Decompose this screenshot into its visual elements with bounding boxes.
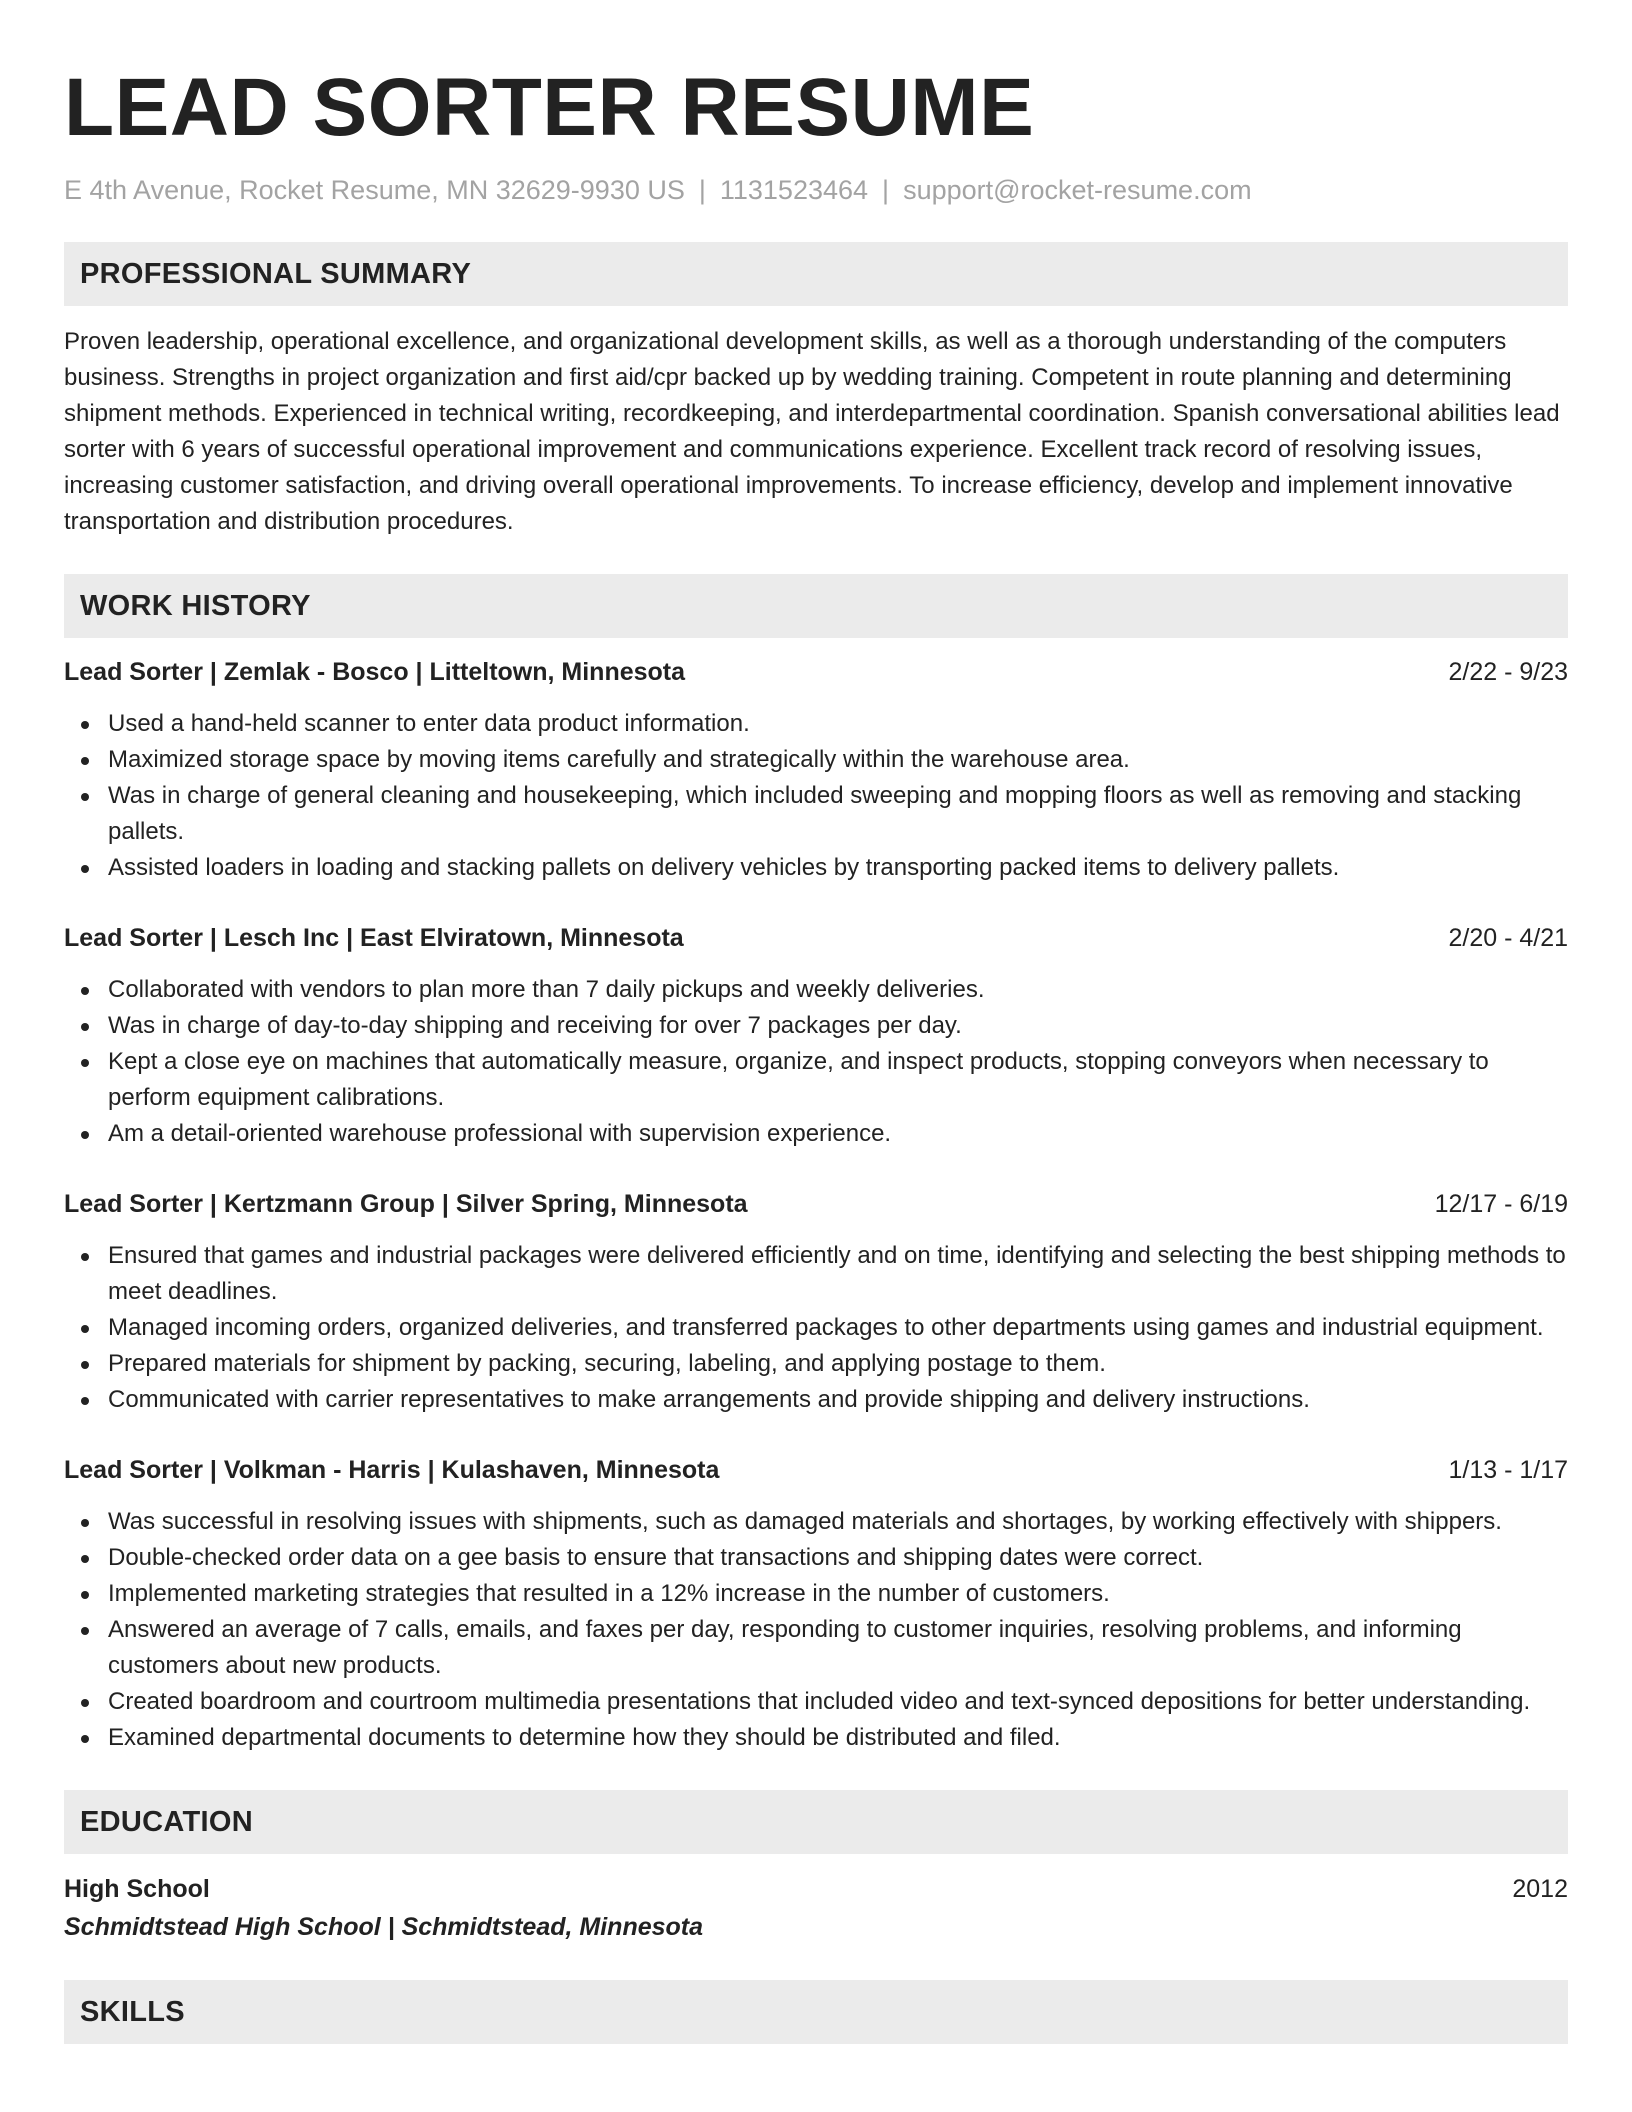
job-dates: 12/17 - 6/19 — [1434, 1190, 1568, 1218]
job-bullets — [64, 1504, 1568, 1756]
job-bullet: Ensured that games and industrial packages were delivered efficiently and on time, identifying and selecting the best shipping methods to meet deadlines. — [64, 1238, 1568, 1310]
education-heading: EDUCATION — [80, 1805, 253, 1838]
contact-separator: | — [698, 175, 706, 205]
job-header — [64, 920, 1568, 956]
job-bullet: Answered an average of 7 calls, emails, and faxes per day, responding to customer inquiries, resolving problems, and informing customers about new products. — [64, 1612, 1568, 1684]
job-bullet: Created boardroom and courtroom multimedia presentations that included video and text-synced depositions for better understanding. — [64, 1684, 1568, 1720]
work-heading: WORK HISTORY — [80, 589, 311, 622]
summary-section-header — [64, 242, 1568, 306]
job-entry — [64, 1452, 1568, 1756]
skills-heading: SKILLS — [80, 1995, 185, 2028]
job-header — [64, 654, 1568, 690]
education-header — [64, 1870, 1568, 1908]
job-bullet: Assisted loaders in loading and stacking pallets on delivery vehicles by transporting packed items to delivery pallets. — [64, 850, 1568, 886]
job-bullet: Was successful in resolving issues with shipments, such as damaged materials and shortages, by working effectively with shippers. — [64, 1504, 1568, 1540]
job-bullet: Communicated with carrier representatives to make arrangements and provide shipping and delivery instructions. — [64, 1382, 1568, 1418]
education-school: Schmidtstead High School | Schmidtstead, Minnesota — [64, 1913, 704, 1941]
skills-section-header — [64, 1980, 1568, 2044]
job-bullet: Prepared materials for shipment by packing, securing, labeling, and applying postage to them. — [64, 1346, 1568, 1382]
education-section-header — [64, 1790, 1568, 1854]
job-entry — [64, 1186, 1568, 1418]
job-bullet: Am a detail-oriented warehouse professional with supervision experience. — [64, 1116, 1568, 1152]
job-bullet: Was in charge of general cleaning and housekeeping, which included sweeping and mopping floors as well as removing and stacking pallets. — [64, 778, 1568, 850]
work-section-header — [64, 574, 1568, 638]
education-entry — [64, 1870, 1568, 1946]
job-bullet: Collaborated with vendors to plan more than 7 daily pickups and weekly deliveries. — [64, 972, 1568, 1008]
job-entry — [64, 654, 1568, 886]
contact-line — [64, 172, 1568, 208]
job-bullets — [64, 1238, 1568, 1418]
job-dates: 2/20 - 4/21 — [1448, 924, 1568, 952]
contact-phone: 1131523464 — [719, 175, 869, 205]
job-bullets — [64, 706, 1568, 886]
job-bullets — [64, 972, 1568, 1152]
job-entry — [64, 920, 1568, 1152]
job-bullet: Managed incoming orders, organized deliveries, and transferred packages to other departments using games and industrial equipment. — [64, 1310, 1568, 1346]
job-dates: 2/22 - 9/23 — [1448, 658, 1568, 686]
education-year: 2012 — [1512, 1875, 1568, 1903]
job-title: Lead Sorter | Volkman - Harris | Kulashaven, Minnesota — [64, 1456, 720, 1484]
contact-email: support@rocket-resume.com — [903, 175, 1252, 205]
job-header — [64, 1186, 1568, 1222]
education-degree: High School — [64, 1875, 210, 1903]
contact-separator: | — [882, 175, 890, 205]
summary-heading: PROFESSIONAL SUMMARY — [80, 257, 472, 290]
job-title: Lead Sorter | Zemlak - Bosco | Litteltown, Minnesota — [64, 658, 686, 686]
job-bullet: Maximized storage space by moving items carefully and strategically within the warehouse area. — [64, 742, 1568, 778]
job-bullet: Implemented marketing strategies that resulted in a 12% increase in the number of customers. — [64, 1576, 1568, 1612]
job-title: Lead Sorter | Kertzmann Group | Silver Spring, Minnesota — [64, 1190, 748, 1218]
job-dates: 1/13 - 1/17 — [1448, 1456, 1568, 1484]
job-bullet: Double-checked order data on a gee basis to ensure that transactions and shipping dates were correct. — [64, 1540, 1568, 1576]
contact-address: E 4th Avenue, Rocket Resume, MN 32629-9930 US — [64, 175, 685, 205]
job-bullet: Was in charge of day-to-day shipping and receiving for over 7 packages per day. — [64, 1008, 1568, 1044]
job-bullet: Used a hand-held scanner to enter data product information. — [64, 706, 1568, 742]
job-bullet: Kept a close eye on machines that automatically measure, organize, and inspect products, stopping conveyors when necessary to perform equipment calibrations. — [64, 1044, 1568, 1116]
resume-title: LEAD SORTER RESUME — [64, 62, 1035, 153]
job-bullet: Examined departmental documents to determine how they should be distributed and filed. — [64, 1720, 1568, 1756]
job-title: Lead Sorter | Lesch Inc | East Elviratown, Minnesota — [64, 924, 684, 952]
job-header — [64, 1452, 1568, 1488]
summary-text: Proven leadership, operational excellence, and organizational development skills, as well as a thorough understanding of the computers business. Strengths in project organization and first aid/cpr backed up by wedding training. Competent in route planning and determining shipment methods. Experienced in technical writing, recordkeeping, and interdepartmental coordination. Spanish conversational abilities lead sorter with 6 years of successful operational improvement and communications experience. Excellent track record of resolving issues, increasing customer satisfaction, and driving overall operational improvements. To increase efficiency, develop and implement innovative transportation and distribution procedures. — [64, 328, 1560, 535]
